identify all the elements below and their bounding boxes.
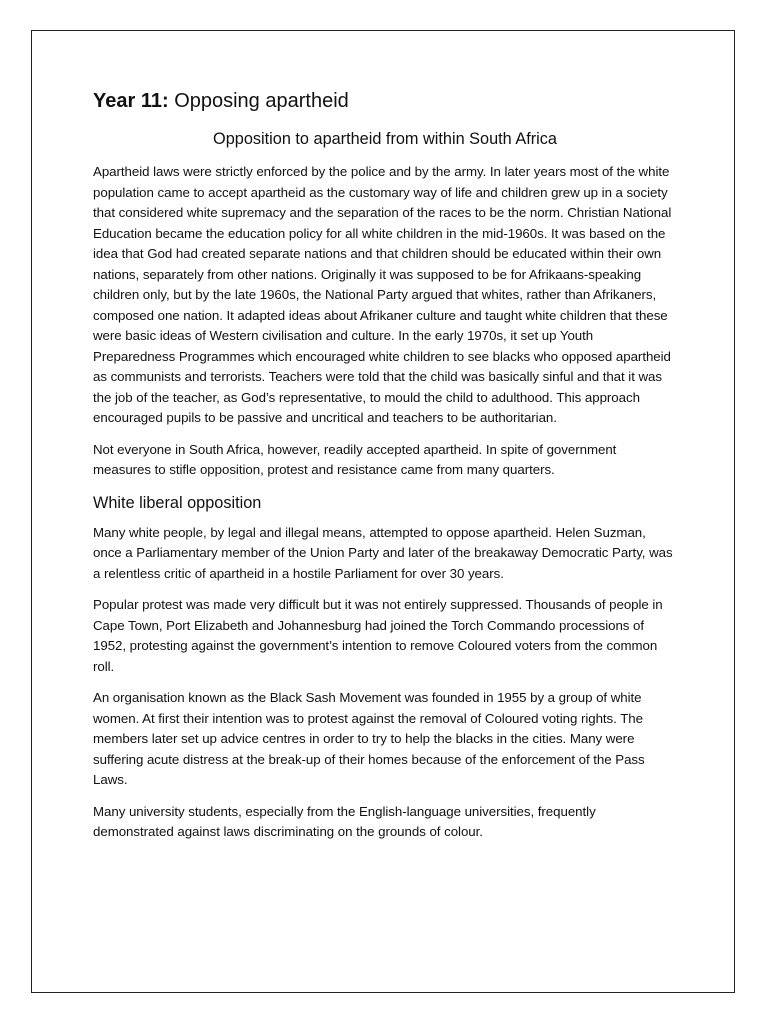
document-subtitle: Opposition to apartheid from within South Africa: [213, 130, 557, 148]
title-year-label: Year 11:: [93, 90, 169, 112]
section-paragraph-1: Many white people, by legal and illegal means, attempted to oppose apartheid. Helen Suzman, once a Parliamentary member of the Union Party and later of the breakaway Democratic Party, was a relentless critic of apartheid in a hostile Parliament for over 30 years.: [93, 524, 673, 581]
section-paragraph-4: Many university students, especially from the English-language universities, frequently demonstrated against laws discriminating on the grounds of colour.: [93, 803, 596, 839]
title-topic: Opposing apartheid: [174, 90, 349, 112]
document-body: [93, 87, 677, 854]
section-paragraph-3: An organisation known as the Black Sash Movement was founded in 1955 by a group of white women. At first their intention was to protest against the removal of Coloured voting rights. The members later set up advice centres in order to try to help the blacks in the cities. Many were suffering acute distress at the break-up of their homes because of the enforcement of the Pass Laws.: [93, 690, 645, 787]
intro-paragraph-1: Apartheid laws were strictly enforced by the police and by the army. In later years most of the white population came to accept apartheid as the customary way of life and children grew up in a society that considered white supremacy and the separation of the races to be the norm. Christian National Education became the education policy for all white children in the mid-1960s. It was based on the idea that God had created separate nations and that children should be educated within their own nations, separately from other nations. Originally it was supposed to be for Afrikaans-speaking children only, but by the late 1960s, the National Party argued that whites, rather than Afrikaners, composed one nation. It adapted ideas about Afrikaner culture and taught white children that these were basic ideas of Western civilisation and culture. In the early 1970s, it set up Youth Preparedness Programmes which encouraged white children to see blacks who opposed apartheid as communists and terrorists. Teachers were told that the child was basically sinful and that it was the job of the teacher, as God’s representative, to mould the child to adulthood. This approach encouraged pupils to be passive and uncritical and teachers to be authoritarian.: [93, 164, 672, 425]
section-heading-white-liberal-opposition: White liberal opposition: [93, 493, 262, 512]
section-paragraph-2: Popular protest was made very difficult but it was not entirely suppressed. Thousands of people in Cape Town, Port Elizabeth and Johannesburg had joined the Torch Commando processions of 1952, protesting against the government’s intention to remove Coloured voters from the common roll.: [93, 597, 663, 674]
intro-paragraph-2: Not everyone in South Africa, however, readily accepted apartheid. In spite of government measures to stifle opposition, protest and resistance came from many quarters.: [93, 441, 617, 477]
page-title: [93, 87, 677, 115]
